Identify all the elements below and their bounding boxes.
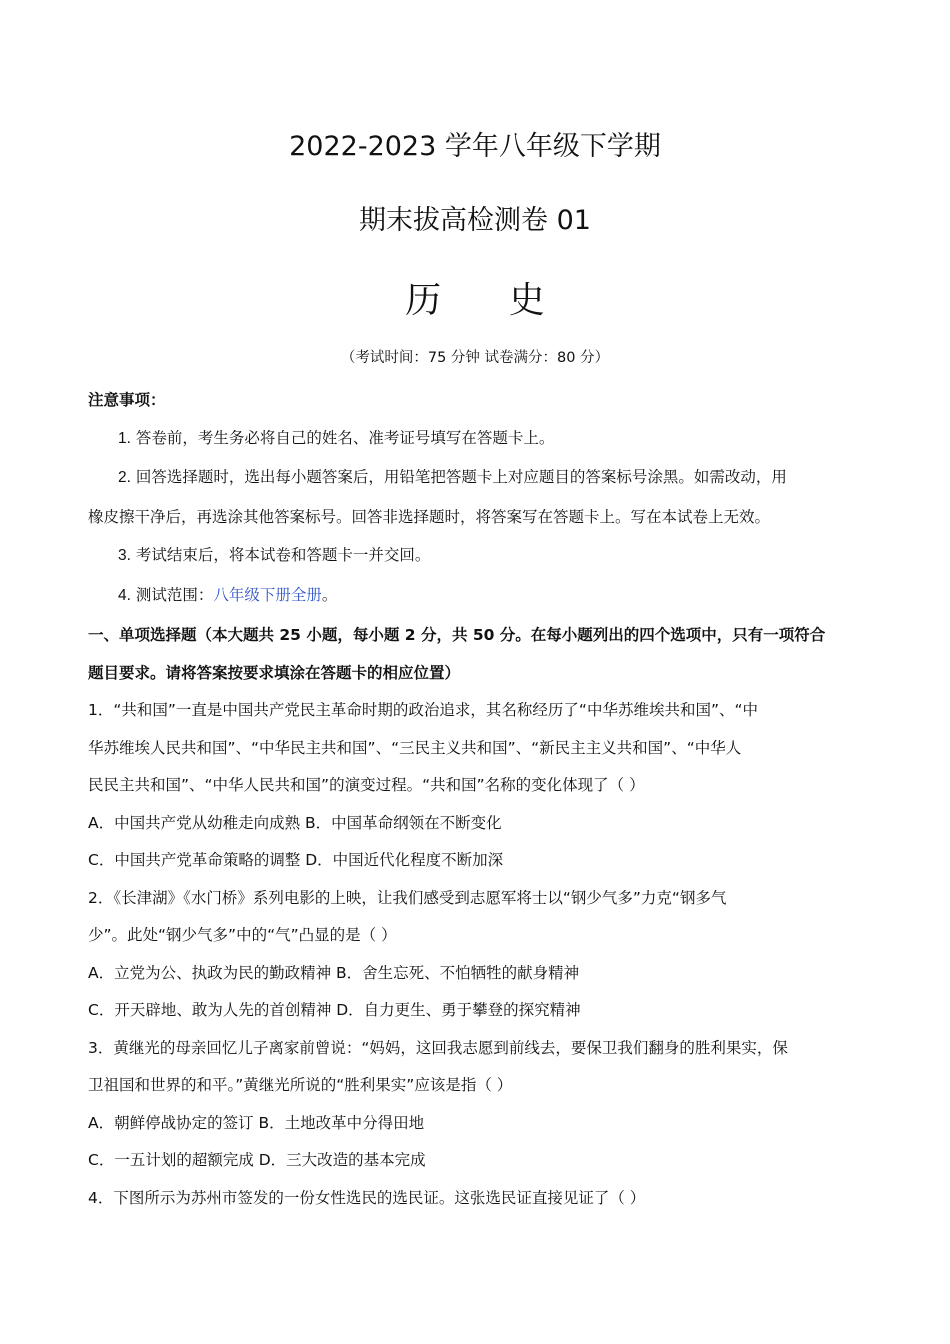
question-1-text: 1．“共和国”一直是中国共产党民主革命时期的政治追求，其名称经历了“中华苏维埃共和国”、“中 xyxy=(88,701,759,719)
notice-heading: 注意事项： xyxy=(88,391,166,409)
question-2-text: 2．《长津湖》《水门桥》系列电影的上映，让我们感受到志愿军将士以“钢少气多”力克“钢多气 xyxy=(88,889,727,907)
notice-item xyxy=(118,465,898,487)
notice-item xyxy=(118,583,898,605)
question-3-text: 卫祖国和世界的和平。”黄继光所说的“胜利果实”应该是指（ ） xyxy=(88,1076,513,1094)
title-school-year: 2022-2023 学年八年级下学期 xyxy=(289,131,661,162)
notice-item-continuation xyxy=(88,505,868,527)
notice-item-text: 回答选择题时，选出每小题答案后，用铅笔把答题卡上对应题目的答案标号涂黑。如需改动，用 xyxy=(135,468,787,486)
question-1-text: 民民主共和国”、“中华人民共和国”的演变过程。“共和国”名称的变化体现了（ ） xyxy=(88,776,645,794)
test-scope-link[interactable]: 八年级下册全册 xyxy=(213,586,322,604)
question-2-text: 少”。此处“钢少气多”中的“气”凸显的是（ ） xyxy=(88,926,397,944)
notice-item xyxy=(118,543,898,565)
notice-item-number: 4. xyxy=(118,587,131,604)
question-3-text: 3．黄继光的母亲回忆儿子离家前曾说：“妈妈，这回我志愿到前线去，要保卫我们翻身的胜利果实，保 xyxy=(88,1039,788,1057)
notice-item xyxy=(118,426,898,448)
title-exam-name: 期末拔高检测卷 01 xyxy=(359,205,591,236)
notice-item-suffix: 。 xyxy=(321,586,338,604)
exam-info: （考试时间：75 分钟 试卷满分：80 分） xyxy=(340,350,610,366)
question-2-options: A．立党为公、执政为民的勤政精神 B．舍生忘死、不怕牺牲的献身精神 xyxy=(88,964,580,982)
title-subject: 历 史 xyxy=(405,280,573,321)
question-3-options: C．一五计划的超额完成 D．三大改造的基本完成 xyxy=(88,1151,426,1169)
section-heading-line: 一、单项选择题（本大题共 25 小题，每小题 2 分，共 50 分。在每小题列出的四个选项中，只有一项符合 xyxy=(88,626,826,644)
notice-item-number: 3. xyxy=(118,547,131,564)
section-heading-line: 题目要求。请将答案按要求填涂在答题卡的相应位置） xyxy=(88,664,461,682)
notice-item-text: 测试范围： xyxy=(135,586,214,604)
notice-item-number: 2. xyxy=(118,469,131,486)
question-1-text: 华苏维埃人民共和国”、“中华民主共和国”、“三民主义共和国”、“新民主主义共和国”、“中华人 xyxy=(88,739,742,757)
question-1-options: A．中国共产党从幼稚走向成熟 B．中国革命纲领在不断变化 xyxy=(88,814,502,832)
notice-item-number: 1. xyxy=(118,430,131,447)
question-2-options: C．开天辟地、敢为人先的首创精神 D．自力更生、勇于攀登的探究精神 xyxy=(88,1001,581,1019)
notice-item-text: 答卷前，考生务必将自己的姓名、准考证号填写在答题卡上。 xyxy=(135,429,555,447)
question-4-text: 4．下图所示为苏州市签发的一份女性选民的选民证。这张选民证直接见证了（ ） xyxy=(88,1189,646,1207)
notice-item-text: 橡皮擦干净后，再选涂其他答案标号。回答非选择题时，将答案写在答题卡上。写在本试卷上无效。 xyxy=(88,508,771,526)
question-1-options: C．中国共产党革命策略的调整 D．中国近代化程度不断加深 xyxy=(88,851,504,869)
question-3-options: A．朝鲜停战协定的签订 B．土地改革中分得田地 xyxy=(88,1114,425,1132)
notice-item-text: 考试结束后，将本试卷和答题卡一并交回。 xyxy=(135,546,431,564)
